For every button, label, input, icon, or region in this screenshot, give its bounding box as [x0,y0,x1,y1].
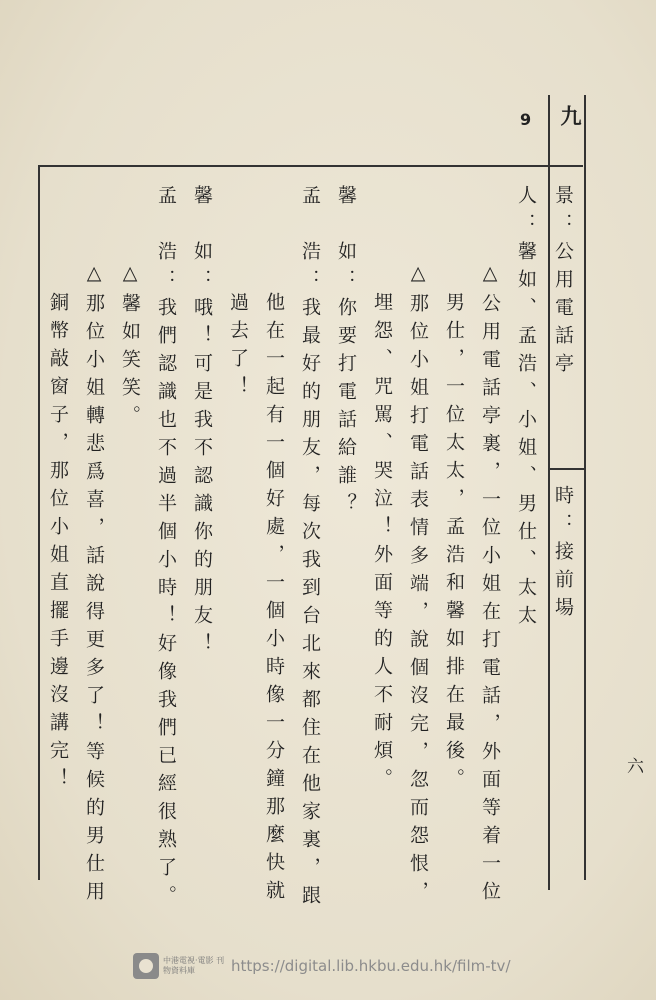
chapter-marker: 九 [558,105,583,126]
characters-label: 人：馨如、孟浩、小姐、男仕、太太 [515,185,537,633]
dialogue-continuation: 他在一起有一個好處，一個小時像一分鐘那麼快就 [263,292,285,908]
dialogue-line: 馨 如：你要打電話給誰？ [335,185,357,521]
script-column: △那位小姐打電話表情多端，說個沒完，忽而怨恨， [407,262,429,909]
top-rule [38,165,583,167]
archive-watermark [133,950,553,982]
stage-direction: △馨如笑笑。 [119,262,141,433]
scene-time-divider [548,468,586,470]
dialogue-line: 孟 浩：我們認識也不過半個小時！好像我們已經很熟了。 [155,185,177,913]
dialogue-line: 馨 如：哦！可是我不認識你的朋友！ [191,185,213,661]
left-rule [38,165,40,880]
side-page-number: 六 [627,757,644,777]
script-column: 埋怨、咒駡、哭泣！外面等的人不耐煩。 [371,292,393,796]
header-divider-rule [548,95,550,890]
dialogue-line: 孟 浩：我最好的朋友，每次我到台北來都住在他家裏，跟 [299,185,321,913]
script-column: 男仕，一位太太，孟浩和馨如排在最後。 [443,292,465,796]
page-number: 9 [520,110,532,129]
scene-label: 景：公用電話亭 [552,185,574,381]
dialogue-continuation: 過去了！ [227,292,249,404]
archive-logo-text: 中港電視‧電影 刊物資料庫 [163,956,225,975]
right-outer-rule [584,95,586,880]
stage-direction: △那位小姐轉悲爲喜，話說得更多了！等候的男仕用 [83,262,105,909]
archive-logo-icon [133,953,159,979]
stage-direction: 銅幣敲窗子，那位小姐直擺手邊沒講完！ [47,292,69,796]
script-column: △公用電話亭裏，一位小姐在打電話，外面等着一位 [479,262,501,909]
archive-url[interactable]: https://digital.lib.hkbu.edu.hk/film-tv/ [231,957,511,975]
time-label: 時：接前場 [552,485,574,625]
